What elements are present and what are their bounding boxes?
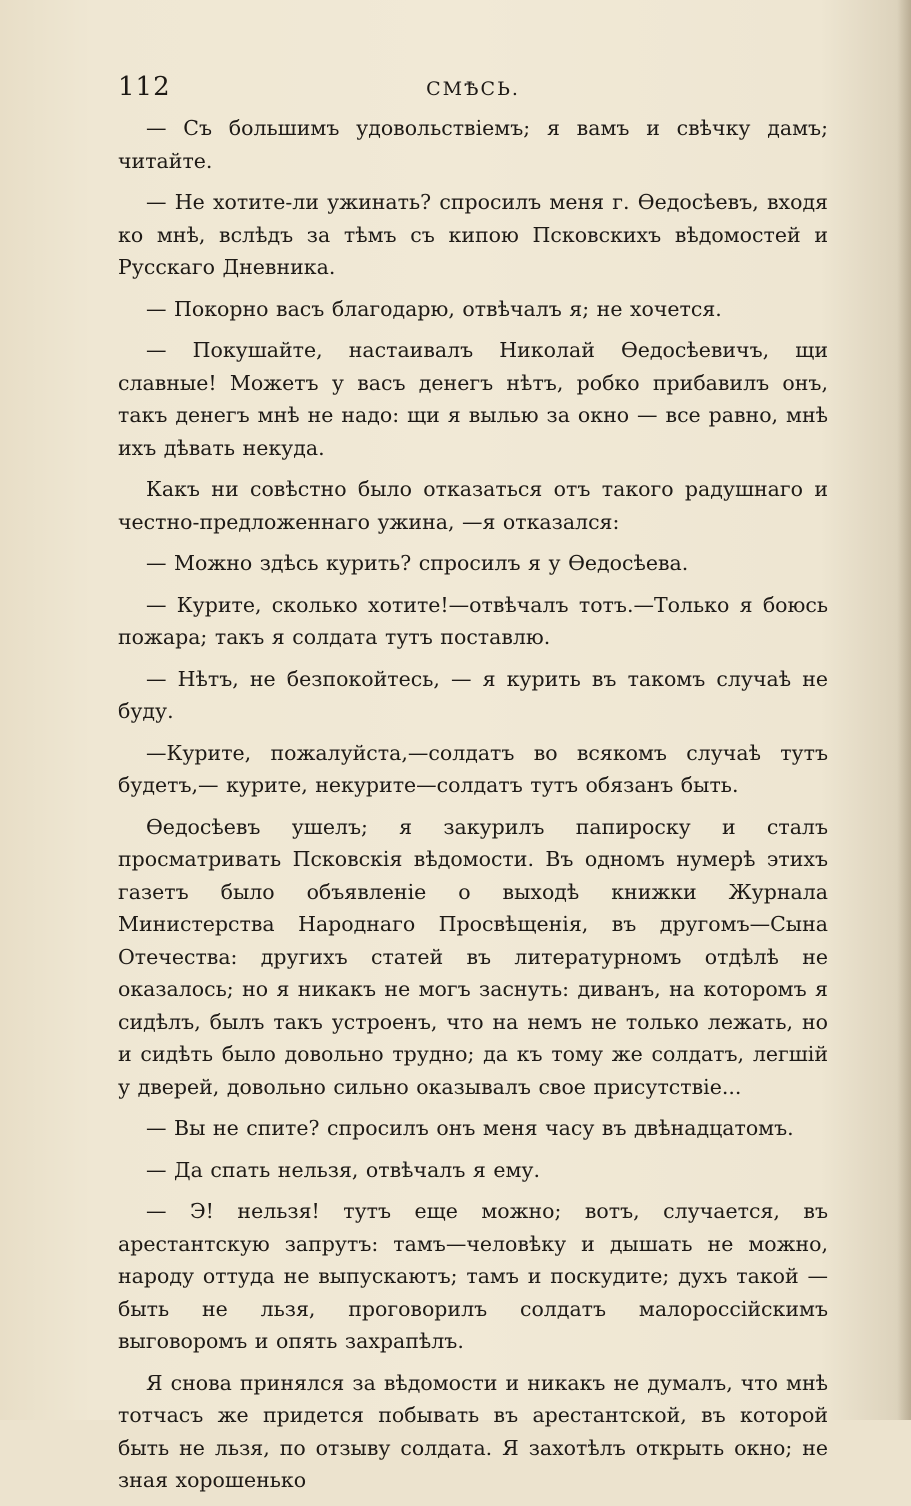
- page-number: 112: [118, 72, 171, 102]
- paragraph: — Да спать нельзя, отвѣчалъ я ему.: [146, 1157, 540, 1182]
- page-body: [118, 112, 828, 1506]
- paragraph: — Э! нельзя! тутъ еще можно; вотъ, случается, въ арестантскую запрутъ: тамъ—человѣку и дышать не можно, народу оттуда не выпускаютъ; тамъ и поскудите; духъ такой — быть не льзя, проговорилъ солдатъ малороссійскимъ выговоромъ и опять захрапѣлъ.: [118, 1199, 828, 1353]
- paragraph: — Нѣтъ, не безпокойтесь, — я курить въ такомъ случаѣ не буду.: [118, 666, 828, 723]
- paragraph: — Съ большимъ удовольствіемъ; я вамъ и свѣчку дамъ; читайте.: [118, 116, 828, 173]
- paragraph: Я снова принялся за вѣдомости и никакъ не думалъ, что мнѣ тотчасъ же придется побывать въ арестантской, въ которой быть не льзя, по отзыву солдата. Я захотѣлъ открыть окно; не зная хорошенько: [118, 1370, 828, 1492]
- paragraph: — Вы не спите? спросилъ онъ меня часу въ двѣнадцатомъ.: [146, 1116, 794, 1140]
- paragraph: Какъ ни совѣстно было отказаться отъ такого радушнаго и честно-предложеннаго ужина, —я отказался:: [118, 477, 828, 534]
- paragraph: — Не хотите-ли ужинать? спросилъ меня г. Ѳедосѣевъ, входя ко мнѣ, вслѣдъ за тѣмъ съ кипою Псковскихъ вѣдомостей и Русскаго Дневника.: [118, 190, 828, 279]
- paragraph: — Курите, сколько хотите!—отвѣчалъ тотъ.—Только я боюсь пожара; такъ я солдата тутъ поставлю.: [118, 592, 828, 649]
- paragraph: — Покушайте, настаивалъ Николай Ѳедосѣевичъ, щи славные! Можетъ у васъ денегъ нѣтъ, робко прибавилъ онъ, такъ денегъ мнѣ не надо: щи я вылью за окно — все равно, мнѣ ихъ дѣвать некуда.: [118, 338, 828, 460]
- paragraph: Ѳедосѣевъ ушелъ; я закурилъ папироску и сталъ просматривать Псковскія вѣдомости. Въ одномъ нумерѣ этихъ газетъ было объявленіе о выходѣ книжки Журнала Министерства Народнаго Просвѣщенія, въ другомъ—Сына Отечества: другихъ статей въ литературномъ отдѣлѣ не оказалось; но я никакъ не могъ заснуть: диванъ, на которомъ я сидѣлъ, былъ такъ устроенъ, что на немъ не только лежать, но и сидѣть было довольно трудно; да къ тому же солдатъ, легшій у дверей, довольно сильно оказывалъ свое присутствіе...: [118, 814, 828, 1099]
- paragraph: — Можно здѣсь курить? спросилъ я у Ѳедосѣева.: [146, 551, 689, 575]
- page-edge-shadow: [897, 0, 911, 1420]
- running-head: СМѢСЬ.: [426, 78, 520, 100]
- paragraph: —Курите, пожалуйста,—солдатъ во всякомъ случаѣ тутъ будетъ,— курите, некурите—солдатъ тутъ обязанъ быть.: [118, 740, 828, 797]
- page-header: [118, 72, 828, 108]
- paragraph: — Покорно васъ благодарю, отвѣчалъ я; не хочется.: [146, 296, 722, 321]
